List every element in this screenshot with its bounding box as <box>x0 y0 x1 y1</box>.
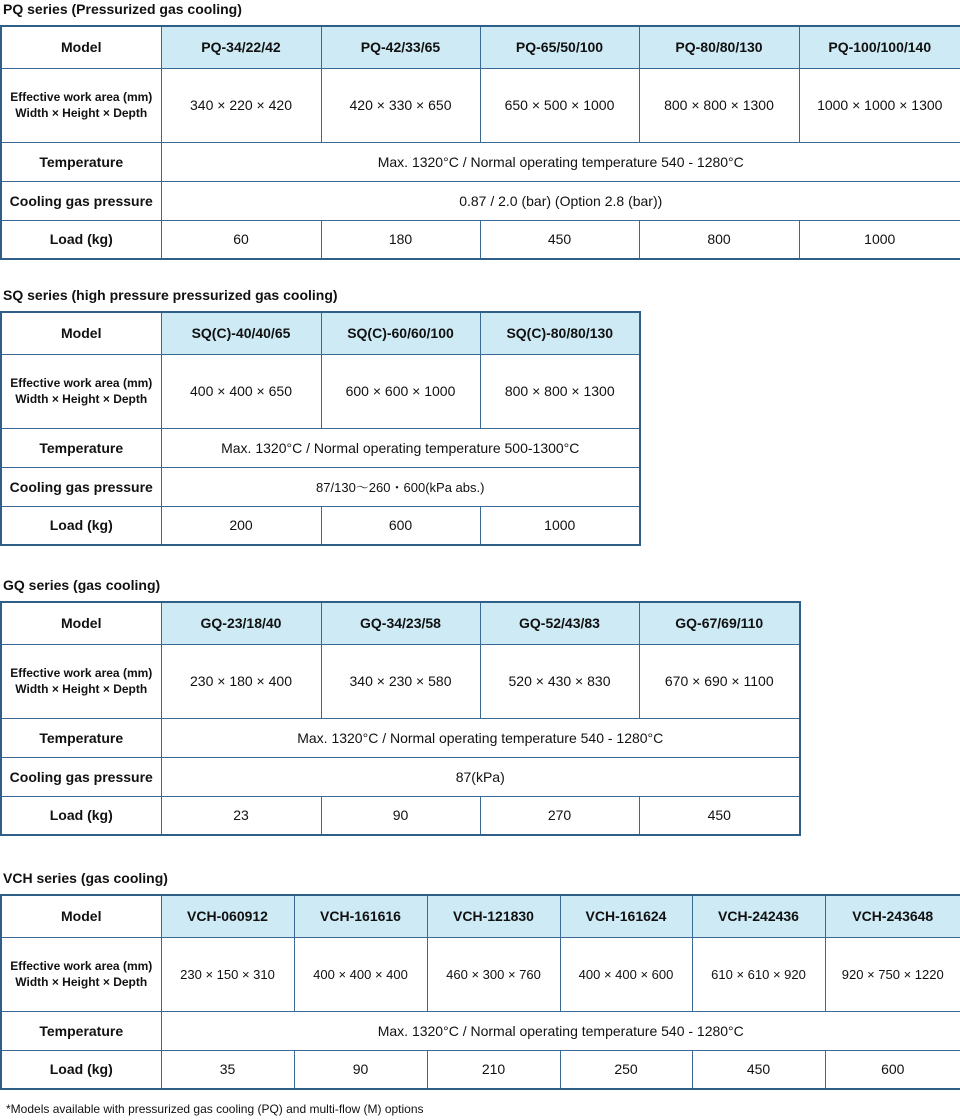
temperature-row <box>1 1011 960 1050</box>
work-area-value: 400 × 400 × 400 <box>294 937 427 1011</box>
model-row <box>1 312 640 354</box>
sq-spec-table <box>0 311 641 546</box>
temperature-label: Temperature <box>1 142 161 181</box>
footnote: *Models available with pressurized gas cooling (PQ) and multi-flow (M) options <box>6 1102 424 1116</box>
model-name: PQ-42/33/65 <box>321 26 480 68</box>
work-area-label: Effective work area (mm) Width × Height × Depth <box>1 68 161 142</box>
model-name: VCH-161624 <box>560 895 692 937</box>
model-name: PQ-80/80/130 <box>639 26 799 68</box>
work-area-label: Effective work area (mm) Width × Height × Depth <box>1 937 161 1011</box>
work-area-label: Effective work area (mm) Width × Height × Depth <box>1 644 161 718</box>
work-area-value: 650 × 500 × 1000 <box>480 68 639 142</box>
load-value: 1000 <box>799 220 960 259</box>
work-area-value: 520 × 430 × 830 <box>480 644 639 718</box>
load-value: 23 <box>161 796 321 835</box>
work-area-value: 460 × 300 × 760 <box>427 937 560 1011</box>
work-area-value: 800 × 800 × 1300 <box>480 354 640 428</box>
model-label: Model <box>1 312 161 354</box>
load-row <box>1 796 800 835</box>
model-row <box>1 26 960 68</box>
model-name: PQ-34/22/42 <box>161 26 321 68</box>
work-area-row <box>1 644 800 718</box>
load-label: Load (kg) <box>1 220 161 259</box>
load-value: 270 <box>480 796 639 835</box>
work-area-row <box>1 937 960 1011</box>
load-value: 250 <box>560 1050 692 1089</box>
work-area-value: 800 × 800 × 1300 <box>639 68 799 142</box>
work-area-value: 400 × 400 × 600 <box>560 937 692 1011</box>
model-row <box>1 895 960 937</box>
load-value: 1000 <box>480 506 640 545</box>
work-area-value: 610 × 610 × 920 <box>692 937 825 1011</box>
work-area-value: 400 × 400 × 650 <box>161 354 321 428</box>
load-label: Load (kg) <box>1 506 161 545</box>
load-label: Load (kg) <box>1 1050 161 1089</box>
model-name: GQ-34/23/58 <box>321 602 480 644</box>
temperature-row <box>1 142 960 181</box>
pq-series-title: PQ series (Pressurized gas cooling) <box>3 1 242 17</box>
load-value: 600 <box>825 1050 960 1089</box>
load-row <box>1 1050 960 1089</box>
load-value: 90 <box>321 796 480 835</box>
model-name: VCH-121830 <box>427 895 560 937</box>
load-row <box>1 220 960 259</box>
work-area-value: 230 × 180 × 400 <box>161 644 321 718</box>
model-name: PQ-100/100/140 <box>799 26 960 68</box>
model-name: VCH-161616 <box>294 895 427 937</box>
vch-spec-table <box>0 894 960 1090</box>
load-value: 90 <box>294 1050 427 1089</box>
model-name: SQ(C)-40/40/65 <box>161 312 321 354</box>
model-name: SQ(C)-60/60/100 <box>321 312 480 354</box>
temperature-label: Temperature <box>1 428 161 467</box>
pressure-row <box>1 181 960 220</box>
model-name: PQ-65/50/100 <box>480 26 639 68</box>
gq-series-title: GQ series (gas cooling) <box>3 577 161 593</box>
sq-series-title: SQ series (high pressure pressurized gas cooling) <box>3 287 338 303</box>
load-value: 800 <box>639 220 799 259</box>
work-area-value: 1000 × 1000 × 1300 <box>799 68 960 142</box>
gq-spec-table <box>0 601 801 836</box>
work-area-label: Effective work area (mm) Width × Height × Depth <box>1 354 161 428</box>
pressure-row <box>1 757 800 796</box>
pressure-label: Cooling gas pressure <box>1 181 161 220</box>
load-value: 180 <box>321 220 480 259</box>
model-label: Model <box>1 895 161 937</box>
work-area-value: 230 × 150 × 310 <box>161 937 294 1011</box>
temperature-row <box>1 718 800 757</box>
load-value: 450 <box>480 220 639 259</box>
work-area-value: 340 × 230 × 580 <box>321 644 480 718</box>
pq-spec-table <box>0 25 960 260</box>
work-area-row <box>1 68 960 142</box>
model-name: GQ-67/69/110 <box>639 602 800 644</box>
work-area-value: 340 × 220 × 420 <box>161 68 321 142</box>
load-row <box>1 506 640 545</box>
pressure-row <box>1 467 640 506</box>
load-value: 210 <box>427 1050 560 1089</box>
pressure-label: Cooling gas pressure <box>1 757 161 796</box>
load-value: 60 <box>161 220 321 259</box>
pressure-value: 0.87 / 2.0 (bar) (Option 2.8 (bar)) <box>161 181 960 220</box>
load-value: 450 <box>639 796 800 835</box>
model-name: VCH-242436 <box>692 895 825 937</box>
work-area-row <box>1 354 640 428</box>
temperature-label: Temperature <box>1 718 161 757</box>
pressure-value: 87(kPa) <box>161 757 800 796</box>
temperature-label: Temperature <box>1 1011 161 1050</box>
temperature-row <box>1 428 640 467</box>
model-name: SQ(C)-80/80/130 <box>480 312 640 354</box>
temperature-value: Max. 1320°C / Normal operating temperature 540 - 1280°C <box>161 142 960 181</box>
pressure-value: 87/130〜260・600(kPa abs.) <box>161 467 640 506</box>
pressure-label: Cooling gas pressure <box>1 467 161 506</box>
load-value: 600 <box>321 506 480 545</box>
model-label: Model <box>1 26 161 68</box>
load-label: Load (kg) <box>1 796 161 835</box>
temperature-value: Max. 1320°C / Normal operating temperature 540 - 1280°C <box>161 718 800 757</box>
load-value: 200 <box>161 506 321 545</box>
model-label: Model <box>1 602 161 644</box>
work-area-value: 420 × 330 × 650 <box>321 68 480 142</box>
model-name: GQ-23/18/40 <box>161 602 321 644</box>
load-value: 450 <box>692 1050 825 1089</box>
model-row <box>1 602 800 644</box>
temperature-value: Max. 1320°C / Normal operating temperature 500-1300°C <box>161 428 640 467</box>
work-area-value: 600 × 600 × 1000 <box>321 354 480 428</box>
vch-series-title: VCH series (gas cooling) <box>3 870 168 886</box>
work-area-value: 920 × 750 × 1220 <box>825 937 960 1011</box>
load-value: 35 <box>161 1050 294 1089</box>
model-name: VCH-243648 <box>825 895 960 937</box>
model-name: GQ-52/43/83 <box>480 602 639 644</box>
temperature-value: Max. 1320°C / Normal operating temperature 540 - 1280°C <box>161 1011 960 1050</box>
model-name: VCH-060912 <box>161 895 294 937</box>
work-area-value: 670 × 690 × 1100 <box>639 644 800 718</box>
